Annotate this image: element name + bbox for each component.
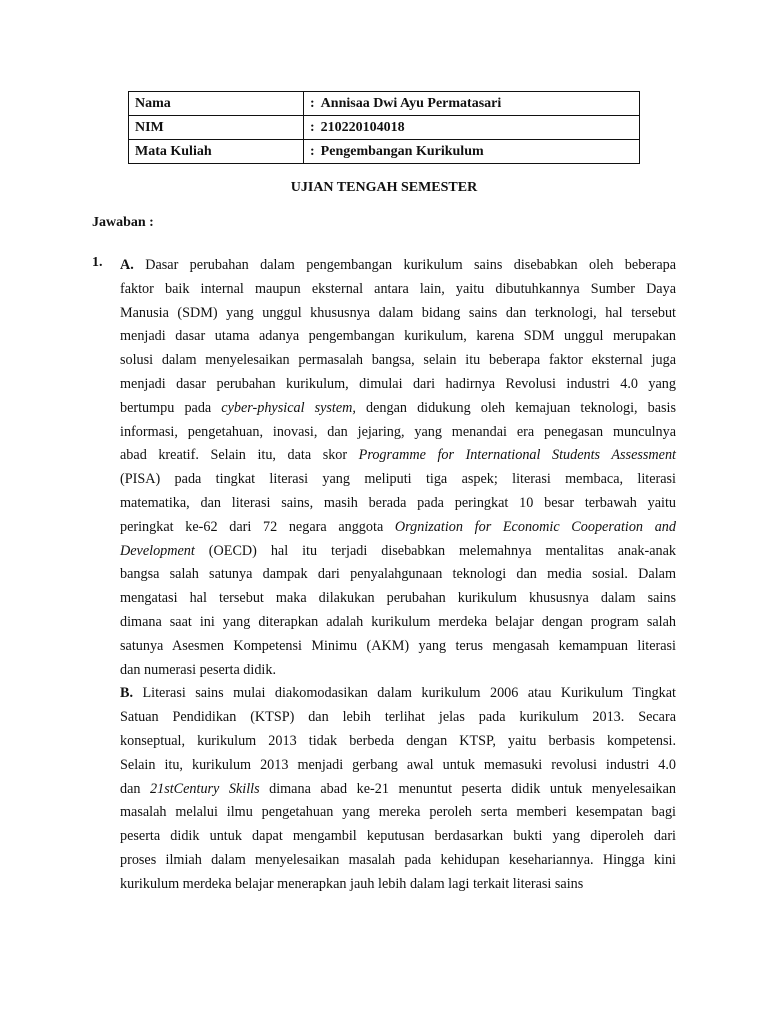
a-line-1 — [120, 254, 676, 278]
b-line-1 — [120, 682, 676, 706]
course-value-cell — [304, 140, 640, 164]
a-line-7-em: cyber-physical system, — [221, 399, 356, 416]
nim-sep: : — [310, 119, 315, 135]
a-line-2: faktor baik internal maupun eksternal antara lain, yaitu dibutuhkannya Sumber Daya — [120, 280, 676, 297]
answer-heading: Jawaban : — [92, 215, 154, 230]
a-line-9 — [120, 444, 676, 468]
b-label: B. — [120, 685, 134, 702]
answer-body — [120, 254, 676, 897]
a-line-12-pre: peringkat ke-62 dari 72 negara anggota — [120, 518, 395, 535]
a-line-8: informasi, pengetahuan, inovasi, dan jejaring, yang menandai era penegasan munculnya — [120, 423, 676, 440]
b-line-2: Satuan Pendidikan (KTSP) dan lebih terlihat jelas pada kurikulum 2013. Secara — [120, 709, 676, 726]
nim-value: 210220104018 — [320, 119, 405, 135]
student-info-table — [128, 91, 640, 164]
a-line-7 — [120, 397, 676, 421]
name-value: Annisaa Dwi Ayu Permatasari — [320, 95, 502, 111]
a-line-12 — [120, 516, 676, 540]
course-label: Mata Kuliah — [129, 140, 304, 164]
a-line-13-post: (OECD) hal itu terjadi disebabkan melemahnya mentalitas anak-anak — [194, 542, 676, 559]
b-line-9: kurikulum merdeka belajar menerapkan jauh lebih dalam lagi terkait literasi sains — [120, 875, 584, 892]
a-line-5: solusi dalam menyelesaikan permasalah bangsa, selain itu beberapa faktor eksternal juga — [120, 352, 676, 369]
a-line-1-text: Dasar perubahan dalam pengembangan kurikulum sains disebabkan oleh beberapa — [145, 257, 677, 273]
b-line-4: Selain itu, kurikulum 2013 menjadi gerbang awal untuk memasuki revolusi industri 4.0 — [120, 756, 676, 773]
a-line-7-post: dengan didukung oleh kemajuan teknologi, basis — [355, 399, 677, 416]
b-line-7: peserta didik untuk dapat mengambil keputusan berdasarkan bukti yang diperoleh dari — [120, 828, 676, 845]
b-line-5-post: dimana abad ke-21 menuntut peserta didik untuk menyelesaikan — [259, 780, 676, 797]
a-label: A. — [120, 257, 134, 273]
course-value: Pengembangan Kurikulum — [320, 143, 484, 159]
b-line-8: proses ilmiah dalam menyelesaikan masalah pada kehidupan kesehariannya. Hingga kini — [120, 851, 676, 868]
a-line-17: satunya Asesmen Kompetensi Minimu (AKM) yang terus mengasah kemampuan literasi — [120, 637, 676, 654]
a-line-13 — [120, 540, 676, 564]
a-line-13-em: Development — [120, 542, 195, 559]
b-line-3: konseptual, kurikulum 2013 tidak berbeda dengan KTSP, yaitu berbasis kompetensi. — [120, 732, 676, 749]
nim-row — [129, 116, 640, 140]
a-line-12-em: Orgnization for Economic Cooperation and — [394, 518, 676, 535]
a-line-16: dimana saat ini yang diterapkan adalah kurikulum merdeka belajar dengan program salah — [120, 613, 676, 630]
name-sep: : — [310, 95, 315, 111]
name-row — [129, 92, 640, 116]
b-line-1-text: Literasi sains mulai diakomodasikan dalam kurikulum 2006 atau Kurikulum Tingkat — [142, 685, 676, 702]
b-line-6: masalah melalui ilmu pengetahuan yang mereka peroleh serta memberi kesempatan bagi — [120, 804, 676, 821]
exam-title: UJIAN TENGAH SEMESTER — [290, 180, 478, 195]
a-line-15: mengatasi hal tersebut maka dilakukan perubahan kurikulum khususnya dalam sains — [120, 590, 676, 607]
a-line-6: menjadi dasar perubahan kurikulum, dimulai dari hadirnya Revolusi industri 4.0 yang — [120, 375, 676, 392]
course-row — [129, 140, 640, 164]
name-label: Nama — [129, 92, 304, 116]
a-line-9-em: Programme for International Students Assessment — [358, 447, 676, 464]
b-line-5 — [120, 778, 676, 802]
a-line-3: Manusia (SDM) yang unggul khususnya dalam bidang sains dan terknologi, hal tersebut — [120, 304, 676, 321]
nim-label: NIM — [129, 116, 304, 140]
course-sep: : — [310, 143, 315, 159]
b-line-5-pre: dan — [120, 780, 150, 797]
a-line-10: (PISA) pada tingkat literasi yang meliputi tiga aspek; literasi membaca, literasi — [120, 471, 676, 488]
a-line-18: dan numerasi peserta didik. — [120, 661, 277, 678]
nim-value-cell — [304, 116, 640, 140]
name-value-cell — [304, 92, 640, 116]
answer-number: 1. — [92, 255, 103, 270]
a-line-9-pre: abad kreatif. Selain itu, data skor — [120, 447, 359, 464]
a-line-11: matematika, dan literasi sains, masih berada pada peringkat 10 besar terbawah yaitu — [120, 494, 676, 511]
b-line-5-em: 21stCentury Skills — [150, 780, 260, 797]
a-line-7-pre: bertumpu pada — [120, 399, 222, 416]
a-line-14: bangsa salah satunya dampak dari penyalahgunaan teknologi dan media sosial. Dalam — [120, 566, 676, 583]
a-line-4: menjadi dasar utama adanya pengembangan kurikulum, karena SDM unggul merupakan — [120, 328, 676, 345]
